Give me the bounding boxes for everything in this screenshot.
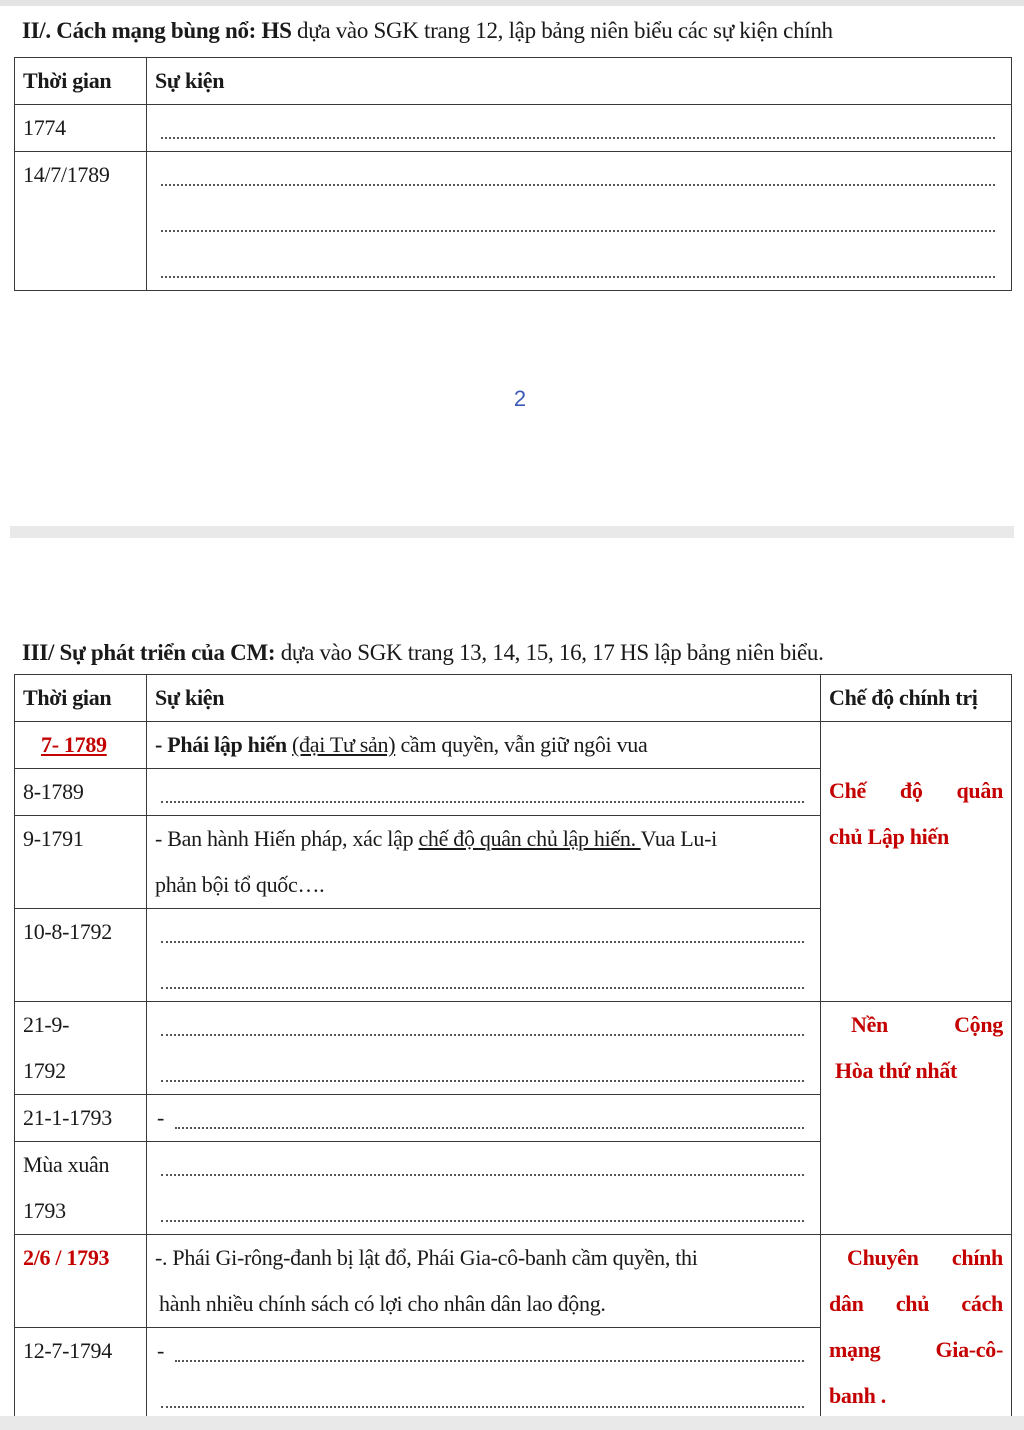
table-header-row [15, 675, 1012, 722]
time-cell [15, 1142, 147, 1235]
table-row [15, 152, 1012, 291]
time-cell [15, 1235, 147, 1328]
regime-cell [821, 1002, 1012, 1235]
blank-line [155, 244, 1003, 290]
table-row [15, 105, 1012, 152]
time-line: 1793 [23, 1198, 66, 1223]
page-break [10, 526, 1014, 538]
regime-line: chủ Lập hiến [829, 824, 949, 849]
section2-heading-bold: II/. Cách mạng bùng nổ: HS [22, 18, 292, 43]
event-bold: - Phái lập hiến [155, 732, 287, 757]
time-cell [15, 722, 147, 769]
dash-prefix: - [157, 1338, 165, 1363]
blank-line [155, 152, 1003, 198]
blank-line [155, 955, 812, 1001]
time-cell: 14/7/1789 [15, 152, 147, 291]
event-cell [147, 152, 1012, 291]
regime-line: Chế độ quân [829, 778, 1003, 803]
regime-cell [821, 1235, 1012, 1421]
regime-line: Hòa thứ nhất [835, 1058, 958, 1083]
time-cell: 21-1-1793 [15, 1095, 147, 1142]
event-cell [147, 816, 821, 909]
time-highlight: 2/6 / 1793 [23, 1245, 110, 1270]
regime-line: dân chủ cách [829, 1291, 1003, 1316]
blank-line [155, 769, 812, 815]
time-line: Mùa xuân [23, 1152, 110, 1177]
blank-line [155, 1048, 812, 1094]
col-time-header: Thời gian [15, 675, 147, 722]
section3-heading-rest: dựa vào SGK trang 13, 14, 15, 16, 17 HS lập bảng niên biểu. [275, 640, 824, 665]
event-cell [147, 909, 821, 1002]
event-cell [147, 1142, 821, 1235]
page-number: 2 [513, 386, 527, 411]
blank-line [155, 1142, 812, 1188]
regime-line: Chuyên chính [847, 1245, 1003, 1270]
regime-line: banh . [829, 1383, 886, 1408]
event-cell [147, 1095, 821, 1142]
event-cell [147, 1002, 821, 1095]
time-cell: 10-8-1792 [15, 909, 147, 1002]
blank-line [169, 1328, 812, 1374]
table-row [15, 1002, 1012, 1095]
time-cell: 12-7-1794 [15, 1328, 147, 1421]
event-underline: (đại Tư sản) [292, 732, 396, 757]
event-text: hành nhiều chính sách có lợi cho nhân dân lao động. [159, 1291, 606, 1316]
section2-heading-rest: dựa vào SGK trang 12, lập bảng niên biểu các sự kiện chính [291, 18, 833, 43]
section3-heading [22, 640, 824, 666]
event-cell [147, 769, 821, 816]
event-cell [147, 1235, 821, 1328]
time-cell: 8-1789 [15, 769, 147, 816]
event-rest: cầm quyền, vẫn giữ ngôi vua [395, 732, 648, 757]
col-event-header: Sự kiện [147, 675, 821, 722]
table-row [15, 722, 1012, 769]
time-highlight: 7- 1789 [41, 732, 107, 757]
table-header-row [15, 58, 1012, 105]
section3-table [14, 674, 1012, 1421]
time-cell: 9-1791 [15, 816, 147, 909]
table-row [15, 1235, 1012, 1328]
event-text: -. Phái Gi-rông-đanh bị lật đổ, Phái Gia-cô-banh cầm quyền, thi [155, 1245, 698, 1270]
top-edge [0, 0, 1024, 6]
event-underline: chế độ quân chủ lập hiến. [418, 826, 641, 851]
bottom-edge [0, 1416, 1024, 1430]
blank-line [155, 909, 812, 955]
event-cell [147, 722, 821, 769]
blank-line [155, 105, 1003, 151]
event-text: phản bội tổ quốc…. [155, 872, 325, 897]
col-regime-header: Chế độ chính trị [821, 675, 1012, 722]
regime-line: mạng Gia-cô- [829, 1337, 1003, 1362]
blank-line [155, 198, 1003, 244]
section2-heading [22, 18, 833, 44]
regime-cell [821, 722, 1012, 1002]
dash-prefix: - [157, 1105, 165, 1130]
event-cell [147, 105, 1012, 152]
blank-line [155, 1188, 812, 1234]
time-line: 1792 [23, 1058, 66, 1083]
time-line: 21-9- [23, 1012, 70, 1037]
blank-line [155, 1002, 812, 1048]
section3-heading-bold: III/ Sự phát triển của CM: [22, 640, 276, 665]
col-time-header: Thời gian [15, 58, 147, 105]
time-cell: 1774 [15, 105, 147, 152]
event-cell [147, 1328, 821, 1421]
col-event-header: Sự kiện [147, 58, 1012, 105]
event-text: - Ban hành Hiến pháp, xác lập [155, 826, 419, 851]
blank-line [169, 1095, 812, 1141]
blank-line [155, 1374, 812, 1420]
time-cell [15, 1002, 147, 1095]
section2-table [14, 57, 1012, 291]
event-text: Vua Lu-i [640, 826, 717, 851]
regime-line: Nền Cộng [851, 1012, 1003, 1037]
